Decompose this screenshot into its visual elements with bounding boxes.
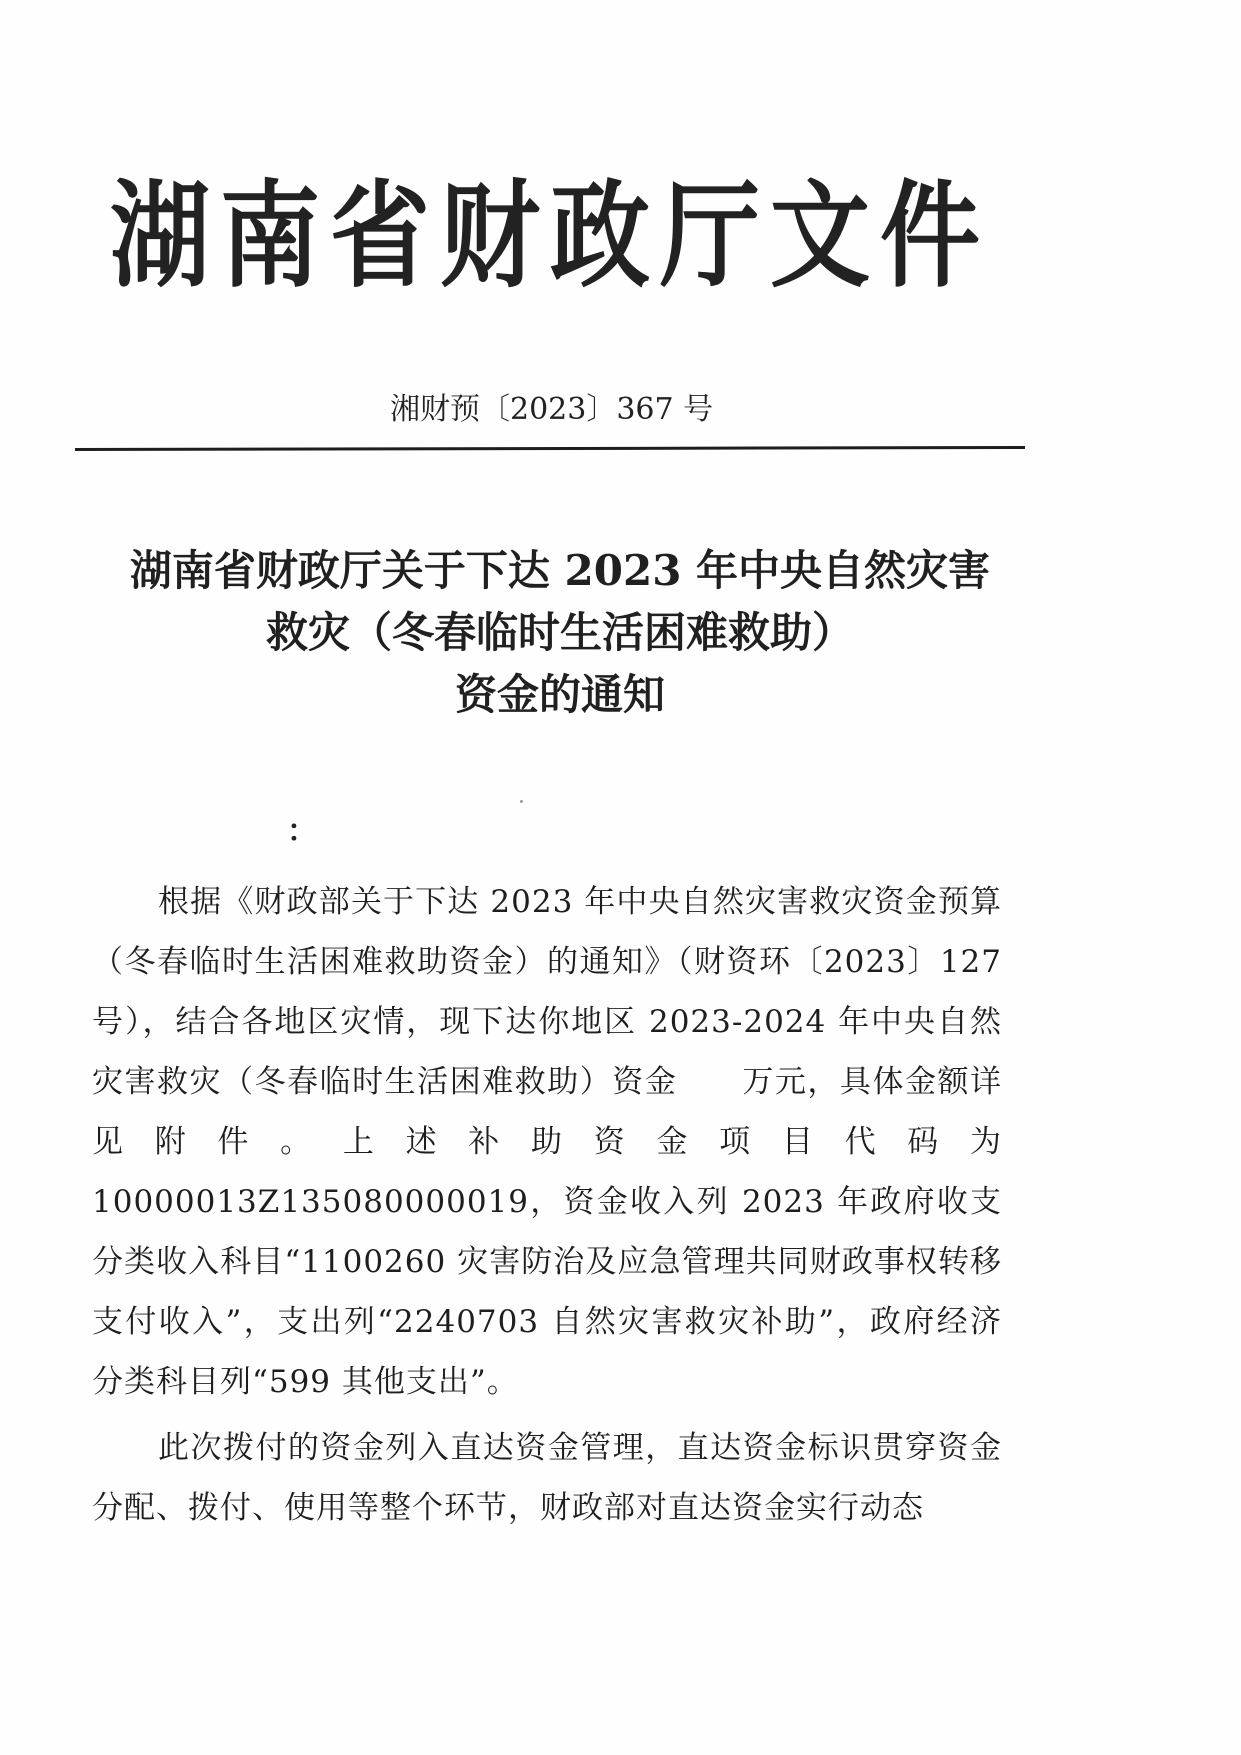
title-line-3: 资金的通知: [454, 670, 665, 719]
title-line-2: 救灾（冬春临时生活困难救助）: [265, 608, 854, 657]
scan-speck: [520, 800, 523, 803]
body-paragraph-1: 根据《财政部关于下达 2023 年中央自然灾害救灾资金预算（冬春临时生活困难救助资金）的通知》（财资环〔2023〕127 号），结合各地区灾情，现下达你地区 2023-2024 年中央自然灾害救灾（冬春临时生活困难救助）资金 万元，具体金额详见附件。上述补助资金项目代码为 10000013Z135080000019，资金收入列 2023 年政府收支分类收入科目“1100260 灾害防治及应急管理共同财政事权转移支付收入”，支出列“2240703 自然灾害救灾补助”，政府经济分类科目列“599 其他支出”。: [92, 884, 1002, 1400]
document-body: [92, 872, 1002, 1538]
document-number: 湘财预〔2023〕367 号: [390, 392, 714, 427]
document-title: [80, 540, 1040, 726]
body-paragraph-2: 此次拨付的资金列入直达资金管理，直达资金标识贯穿资金分配、拨付、使用等整个环节，财政部对直达资金实行动态: [92, 1430, 1002, 1526]
document-masthead: 湖南省财政厅文件: [110, 168, 990, 303]
title-line-1: 湖南省财政厅关于下达 2023 年中央自然灾害: [129, 546, 991, 595]
recipient-line: ：: [287, 814, 317, 849]
header-divider: [75, 446, 1025, 451]
